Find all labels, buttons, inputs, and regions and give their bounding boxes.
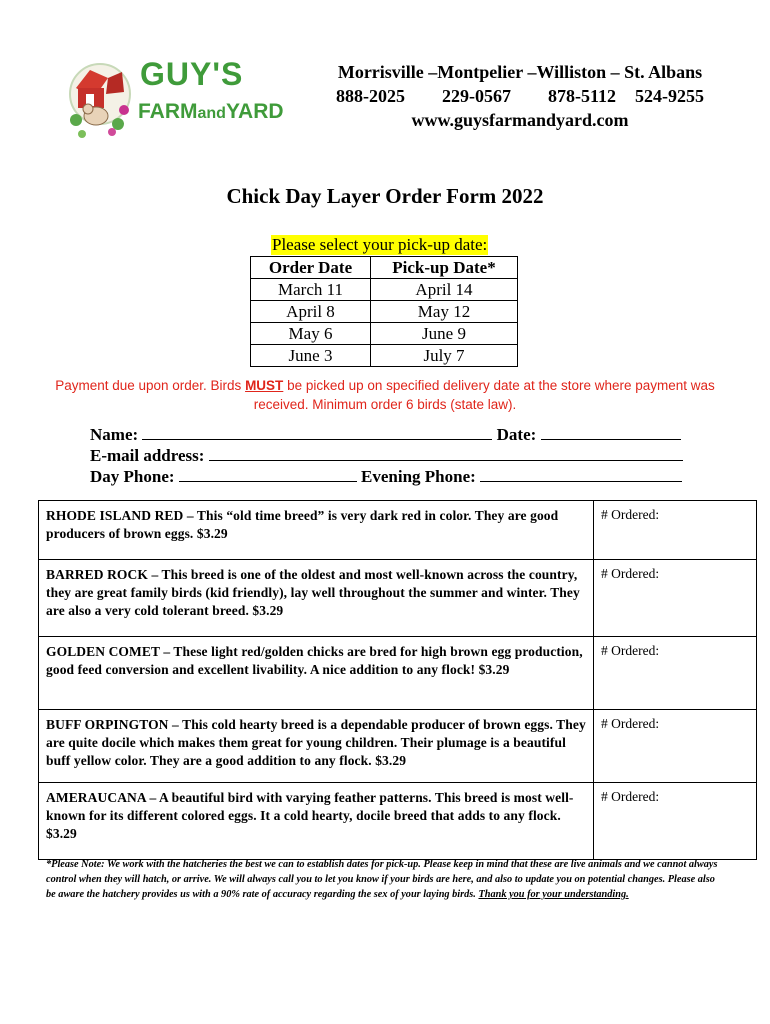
payment-notice (40, 376, 730, 414)
pickup-date[interactable]: April 14 (371, 279, 518, 301)
ordered-field[interactable]: # Ordered: (594, 783, 757, 860)
pickup-date[interactable]: May 12 (371, 301, 518, 323)
breed-row (39, 710, 757, 783)
schedule-header-row (251, 257, 518, 279)
pickup-schedule-table (250, 256, 518, 367)
breed-description: AMERAUCANA – A beautiful bird with varying feather patterns. This breed is most well-known for its different colored eggs. It a cold hearty, docile breed that adds to any flock. $3.29 (39, 783, 594, 860)
order-date[interactable]: June 3 (251, 345, 371, 367)
store-phones (300, 86, 740, 107)
breed-description: BARRED ROCK – This breed is one of the oldest and most well-known across the country, they are great family birds (kid friendly), lay well throughout the summer and winter. They are also a very cold tolerant breed. $3.29 (39, 560, 594, 637)
date-field[interactable] (541, 424, 681, 440)
logo-and: and (197, 105, 226, 122)
logo-yard: YARD (225, 100, 284, 123)
note-thanks: Thank you for your understanding. (478, 889, 629, 900)
name-field[interactable] (142, 424, 492, 440)
ordered-field[interactable]: # Ordered: (594, 710, 757, 783)
pickup-date[interactable]: July 7 (371, 345, 518, 367)
email-field[interactable] (209, 445, 683, 461)
note-text: *Please Note: We work with the hatcheries the best we can to establish dates for pick-up. Please keep in mind that these are live animals and we cannot always control when they will hatch, or arrive. We will always call you to let you know if your birds are here, and also to update you on potential changes. Please also be aware the hatchery provides us with a 90% rate of accuracy regarding the sex of your laying birds. (46, 859, 718, 900)
breed-order-table (38, 500, 757, 860)
pickup-date[interactable]: June 9 (371, 323, 518, 345)
phone-montpelier: 229-0567 (441, 86, 511, 106)
logo-title: GUY'S (140, 56, 244, 92)
store-locations: Morrisville –Montpelier –Williston – St. Albans (337, 62, 703, 82)
ordered-field[interactable]: # Ordered: (594, 501, 757, 560)
email-label: E-mail address: (90, 446, 205, 465)
website-link[interactable]: www.guysfarmandyard.com (411, 110, 629, 130)
page-title: Chick Day Layer Order Form 2022 (226, 184, 544, 208)
name-label: Name: (90, 425, 139, 444)
schedule-row[interactable] (251, 279, 518, 301)
day-phone-field[interactable] (179, 466, 357, 482)
phone-st-albans: 524-9255 (635, 86, 704, 106)
order-date[interactable]: May 6 (251, 323, 371, 345)
breed-description: RHODE ISLAND RED – This “old time breed” is very dark red in color. They are good producers of brown eggs. $3.29 (39, 501, 594, 560)
logo-subtitle (138, 100, 284, 124)
payment-must: MUST (245, 378, 284, 393)
phone-williston: 878-5112 (547, 86, 616, 106)
schedule-row[interactable] (251, 323, 518, 345)
name-date-line (90, 424, 681, 445)
payment-text-1: Payment due upon order. Birds (55, 378, 246, 393)
breed-row (39, 560, 757, 637)
logo-farm: FARM (138, 100, 198, 123)
evening-phone-field[interactable] (480, 466, 682, 482)
breed-description: BUFF ORPINGTON – This cold hearty breed is a dependable producer of brown eggs. They are quite docile which makes them great for young children. Their plumage is a beautiful buff yellow color. They are a good addition to any flock. $3.29 (39, 710, 594, 783)
date-label: Date: (496, 425, 537, 444)
ordered-field[interactable]: # Ordered: (594, 560, 757, 637)
breed-description: GOLDEN COMET – These light red/golden chicks are bred for high brown egg production, good feed conversion and excellent livability. A nice addition to any flock! $3.29 (39, 637, 594, 710)
pickup-prompt: Please select your pick-up date: (272, 235, 488, 254)
breed-row (39, 501, 757, 560)
ordered-field[interactable]: # Ordered: (594, 637, 757, 710)
evening-phone-label: Evening Phone: (361, 467, 476, 486)
order-date-header: Order Date (251, 257, 371, 279)
farm-illustration-icon (66, 54, 146, 144)
payment-text-2: be picked up on specified delivery date at the store where payment was received. Minimum order 6 birds (state law). (253, 378, 715, 412)
phone-line (90, 466, 682, 487)
schedule-row[interactable] (251, 345, 518, 367)
schedule-row[interactable] (251, 301, 518, 323)
order-date[interactable]: April 8 (251, 301, 371, 323)
breed-row (39, 783, 757, 860)
pickup-date-header: Pick-up Date* (371, 257, 518, 279)
phone-morrisville: 888-2025 (335, 86, 405, 106)
breed-row (39, 637, 757, 710)
email-line (90, 445, 683, 466)
order-date[interactable]: March 11 (251, 279, 371, 301)
hatchery-note (46, 857, 726, 902)
day-phone-label: Day Phone: (90, 467, 175, 486)
